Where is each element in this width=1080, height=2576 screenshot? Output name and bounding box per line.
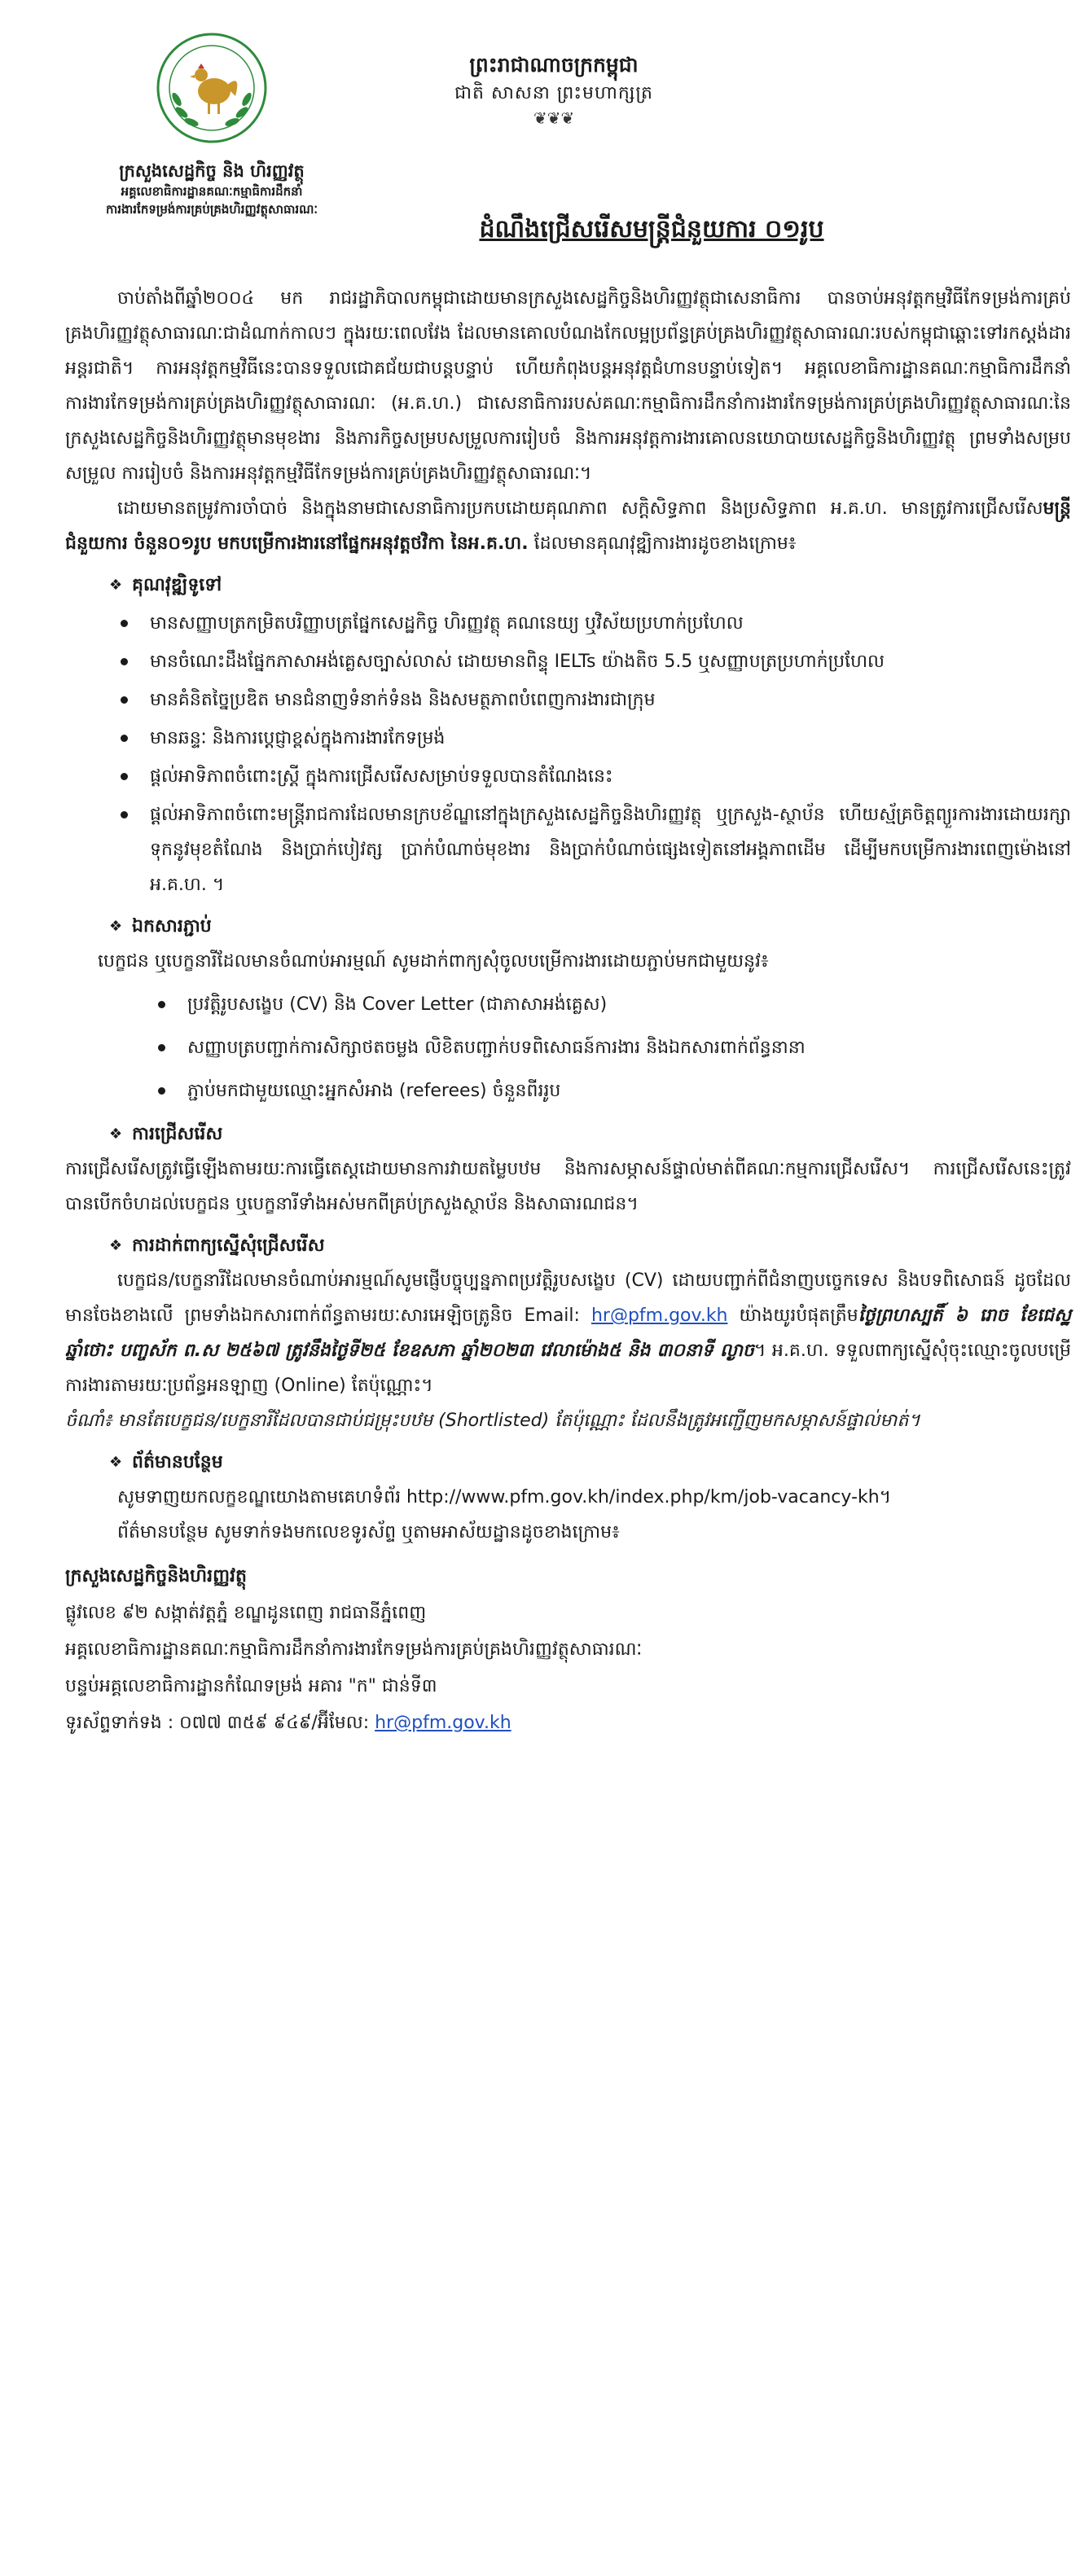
contact-email-link[interactable]: hr@pfm.gov.kh	[375, 1713, 511, 1733]
bullet-dot-icon	[158, 1087, 165, 1095]
qualifications-list	[65, 606, 1071, 902]
list-item-text: សញ្ញាបត្របញ្ជាក់ការសិក្សាថតចម្លង លិខិតបញ្ជាក់បទពិសោធន៍ការងារ និងឯកសារពាក់ព័ន្ធនានា	[187, 1038, 806, 1058]
list-item	[150, 759, 1071, 794]
list-item-text: ផ្តល់អាទិភាពចំពោះស្រ្តី ក្នុងការជ្រើសរើសសម្រាប់ទទួលបានតំណែងនេះ	[150, 766, 613, 787]
requirement-text-start: ដោយមានតម្រូវការចាំបាច់ និងក្នុងនាមជាសេនាធិការប្រកបដោយគុណភាព សក្តិសិទ្ធភាព និងប្រសិទ្ធភាព អ.គ.ហ. មានត្រូវការជ្រើសរើស	[117, 498, 1043, 519]
contact-address: ផ្លូវលេខ ៩២ សង្កាត់វត្តភ្នំ ខណ្ឌដូនពេញ រាជធានីភ្នំពេញ	[65, 1603, 427, 1623]
bullet-dot-icon	[121, 658, 128, 665]
requirement-text-end: ដែលមានគុណវុឌ្ឍិការងារដូចខាងក្រោម៖	[528, 533, 797, 554]
bullet-dot-icon	[121, 620, 128, 627]
diamond-bullet-icon: ❖	[109, 577, 123, 594]
requirement-paragraph	[65, 491, 1071, 561]
contact-org: ក្រសួងសេដ្ឋកិច្ចនិងហិរញ្ញវត្ថុ	[65, 1566, 248, 1586]
diamond-bullet-icon: ❖	[109, 1126, 123, 1143]
selection-heading	[109, 1117, 1071, 1152]
kingdom-header	[399, 50, 709, 129]
qualifications-heading-text: គុណវុឌ្ឍិទូទៅ	[132, 575, 222, 595]
diamond-bullet-icon: ❖	[109, 1454, 123, 1471]
selection-heading-text: ការជ្រើសរើស	[132, 1124, 223, 1144]
application-note: ចំណាំ៖ មានតែបេក្ខជន/បេក្ខនារីដែលបានជាប់ជម្រុះបឋម (Shortlisted) តែប៉ុណ្ណោះ ដែលនឹងត្រូវអញ្ជើញមកសម្ភាសន៍ផ្ទាល់មាត់។	[65, 1411, 920, 1431]
bullet-dot-icon	[121, 811, 128, 818]
bullet-dot-icon	[158, 1001, 165, 1008]
bullet-dot-icon	[121, 773, 128, 780]
list-item	[150, 797, 1071, 902]
announcement-body	[65, 281, 1071, 1741]
more-info-heading	[109, 1445, 1071, 1480]
bullet-dot-icon	[121, 696, 128, 704]
selection-text: ការជ្រើសរើសត្រូវធ្វើឡើងតាមរយៈការធ្វើតេស្តដោយមានការវាយតម្លៃបឋម និងការសម្ភាសន៍ផ្ទាល់មាត់ពីគណៈកម្មការជ្រើសរើស។ ការជ្រើសរើសនេះត្រូវបានបើកចំហដល់បេក្ខជន ឬបេក្ខនារីទាំងអស់មកពីគ្រប់ក្រសួងស្ថាប័ន និងសាធារណជន។	[65, 1159, 1071, 1214]
diamond-bullet-icon: ❖	[109, 1237, 123, 1254]
kingdom-motto: ជាតិ សាសនា ព្រះមហាក្សត្រ	[454, 83, 653, 103]
ministry-logo	[151, 24, 273, 155]
list-item-text: ប្រវត្តិរូបសង្ខេប (CV) និង Cover Letter (ជាភាសាអង់គ្លេស)	[187, 994, 608, 1015]
list-item-text: មានសញ្ញាបត្រកម្រិតបរិញ្ញាបត្រផ្នែកសេដ្ឋកិច្ច ហិរញ្ញវត្ថុ គណនេយ្យ ឬវិស័យប្រហាក់ប្រហែល	[150, 613, 744, 634]
ornament-divider: ❦❦❦	[533, 108, 575, 128]
position-highlight: មន្ត្រីជំនួយការ ចំនួន០១រូប មកបម្រើការងារនៅផ្នែកអនុវត្តថវិកា នៃអ.គ.ហ.	[65, 498, 1071, 554]
contact-intro: ព័ត៌មានបន្ថែម សូមទាក់ទងមកលេខទូរស័ព្ទ ឬតាមអាស័យដ្ឋានដូចខាងក្រោម៖	[117, 1522, 620, 1543]
documents-heading-text: ឯកសារភ្ជាប់	[132, 916, 212, 937]
list-item-text: ផ្តល់អាទិភាពចំពោះមន្ត្រីរាជការដែលមានក្របខ័ណ្ឌនៅក្នុងក្រសួងសេដ្ឋកិច្ចនិងហិរញ្ញវត្ថុ ឬក្រសួង-ស្ថាប័ន ហើយស្ម័គ្រចិត្តព្យួរការងារដោយរក្សាទុកនូវមុខតំណែង និងប្រាក់បៀវត្ស ប្រាក់បំណាច់មុខងារ និងប្រាក់បំណាច់ផ្សេងទៀតនៅអង្គភាពដើម ដើម្បីមកបម្រើការងារពេញម៉ោងនៅ អ.គ.ហ. ។	[150, 805, 1071, 895]
documents-intro: បេក្ខជន ឬបេក្ខនារីដែលមានចំណាប់អារម្មណ៍ សូមដាក់ពាក្យសុំចូលបម្រើការងារដោយភ្ជាប់មកជាមួយនូវ៖	[98, 951, 769, 972]
list-item	[187, 1073, 1071, 1108]
documents-list	[65, 987, 1071, 1108]
bullet-dot-icon	[121, 735, 128, 742]
ministry-name: ក្រសួងសេដ្ឋកិច្ច និង ហិរញ្ញវត្ថុ	[119, 161, 305, 181]
diamond-bullet-icon: ❖	[109, 918, 123, 935]
documents-heading	[109, 909, 1071, 944]
more-info-text: សូមទាញយកលក្ខខណ្ឌយោងតាមគេហទំព័រ http://www.pfm.gov.kh/index.php/km/job-vacancy-kh។	[117, 1487, 892, 1507]
intro-paragraph: ចាប់តាំងពីឆ្នាំ២០០៤ មក រាជរដ្ឋាភិបាលកម្ពុជាដោយមានក្រសួងសេដ្ឋកិច្ចនិងហិរញ្ញវត្ថុជាសេនាធិការ បានចាប់អនុវត្តកម្មវិធីកែទម្រង់ការគ្រប់គ្រងហិរញ្ញវត្ថុសាធារណៈជាដំណាក់កាលៗ ក្នុងរយៈពេលវែង ដែលមានគោលបំណងកែលម្អប្រព័ន្ធគ្រប់គ្រងហិរញ្ញវត្ថុសាធារណៈរបស់កម្ពុជាឆ្ពោះទៅរកស្តង់ដារអន្តរជាតិ។ ការអនុវត្តកម្មវិធីនេះបានទទួលជោគជ័យជាបន្តបន្ទាប់ ហើយកំពុងបន្តអនុវត្តជំហានបន្ទាប់ទៀត។ អគ្គលេខាធិការដ្ឋានគណៈកម្មាធិការដឹកនាំការងារកែទម្រង់ការគ្រប់គ្រងហិរញ្ញវត្ថុសាធារណៈ (អ.គ.ហ.) ជាសេនាធិការរបស់គណៈកម្មាធិការដឹកនាំការងារកែទម្រង់ការគ្រប់គ្រងហិរញ្ញវត្ថុសាធារណៈនៃក្រសួងសេដ្ឋកិច្ចនិងហិរញ្ញវត្ថុមានមុខងារ និងភារកិច្ចសម្របសម្រួលការរៀបចំ និងការអនុវត្តការងារគោលនយោបាយសេដ្ឋកិច្ចនិងហិរញ្ញវត្ថុ ព្រមទាំងសម្របសម្រួល ការរៀបចំ និងការអនុវត្តកម្មវិធីកែទម្រង់ការគ្រប់គ្រងហិរញ្ញវត្ថុសាធារណៈ។	[65, 288, 1071, 484]
list-item-text: ភ្ជាប់មកជាមួយឈ្មោះអ្នកសំអាង (referees) ចំនួនពីររូប	[187, 1081, 561, 1101]
application-text-start: បេក្ខជន/បេក្ខនារីដែលមានចំណាប់អារម្មណ៍សូមផ្ញើបច្ចុប្បន្នភាពប្រវត្តិរូបសង្ខេប (CV) ដោយបញ្ជាក់ពីជំនាញបច្ចេកទេស និងបទពិសោធន៍ ដូចដែលមានចែងខាងលើ ព្រមទាំងឯកសារពាក់ព័ន្ធតាមរយៈសារអេឡិចត្រូនិច Email:	[65, 1270, 1071, 1326]
contact-phone: ទូរស័ព្ទទាក់ទង : ០៧៧ ៣៥៩ ៩៤៩/អ៊ីមែល:	[65, 1713, 375, 1733]
ministry-subtitle-2: ការងារកែទម្រង់ការគ្រប់គ្រងហិរញ្ញវត្ថុសាធារណៈ	[105, 202, 318, 217]
kingdom-name: ព្រះរាជាណាចក្រកម្ពុជា	[469, 53, 639, 77]
contact-department: អគ្គលេខាធិការដ្ឋានគណៈកម្មាធិការដឹកនាំការងារកែទម្រង់ការគ្រប់គ្រងហិរញ្ញវត្ថុសាធារណៈ	[65, 1639, 643, 1660]
list-item-text: មានគំនិតច្នៃប្រឌិត មានជំនាញទំនាក់ទំនង និងសមត្ថភាពបំពេញការងារជាក្រុម	[150, 690, 656, 710]
list-item	[187, 987, 1071, 1022]
application-heading-text: ការដាក់ពាក្យស្នើសុំជ្រើសរើស	[132, 1235, 325, 1256]
bullet-dot-icon	[158, 1044, 165, 1051]
application-heading	[109, 1228, 1071, 1263]
list-item-text: មានឆន្ទៈ និងការប្តេជ្ញាខ្ពស់ក្នុងការងារកែទម្រង់	[150, 728, 446, 748]
application-text-mid: យ៉ាងយូរបំផុតត្រឹម	[727, 1306, 858, 1326]
announcement-title: ដំណឹងជ្រើសរើសមន្ត្រីជំនួយការ ០១រូប	[479, 215, 824, 244]
more-info-heading-text: ព័ត៌មានបន្ថែម	[132, 1452, 223, 1472]
list-item	[150, 644, 1071, 679]
list-item	[150, 606, 1071, 641]
list-item	[150, 682, 1071, 718]
application-email-link[interactable]: hr@pfm.gov.kh	[590, 1306, 728, 1326]
list-item	[150, 721, 1071, 756]
ministry-header	[77, 24, 346, 218]
list-item-text: មានចំណេះដឹងផ្នែកភាសាអង់គ្លេសច្បាស់លាស់ ដោយមានពិន្ទុ IELTs យ៉ាងតិច 5.5 ឬសញ្ញាបត្រប្រហាក់ប្រហែល	[150, 652, 885, 672]
list-item	[187, 1030, 1071, 1065]
ministry-subtitle-1: អគ្គលេខាធិការដ្ឋានគណៈកម្មាធិការដឹកនាំ	[121, 184, 303, 199]
application-text	[65, 1263, 1071, 1403]
application-text-end: ។ អ.គ.ហ. ទទួលពាក្យស្នើសុំចុះឈ្មោះចូលបម្រើការងារតាមរយៈប្រព័ន្ធអនឡាញ (Online) តែប៉ុណ្ណោះ។	[65, 1341, 1071, 1396]
contact-phone-email	[65, 1705, 1071, 1741]
application-deadline: ថ្ងៃព្រហស្បតិ៍ ៦ រោច ខែជេស្ឋ ឆ្នាំថោះ បញ្ចស័ក ព.ស ២៥៦៧ ត្រូវនឹងថ្ងៃទី២៥ ខែឧសភា ឆ្នាំ២០២៣ វេលាម៉ោង៥ និង ៣០នាទី ល្ងាច	[65, 1306, 1072, 1361]
contact-office: បន្ទប់អគ្គលេខាធិការដ្ឋានកំណែទម្រង់ អគារ "ក" ជាន់ទី៣	[65, 1676, 437, 1696]
qualifications-heading	[109, 568, 1071, 603]
